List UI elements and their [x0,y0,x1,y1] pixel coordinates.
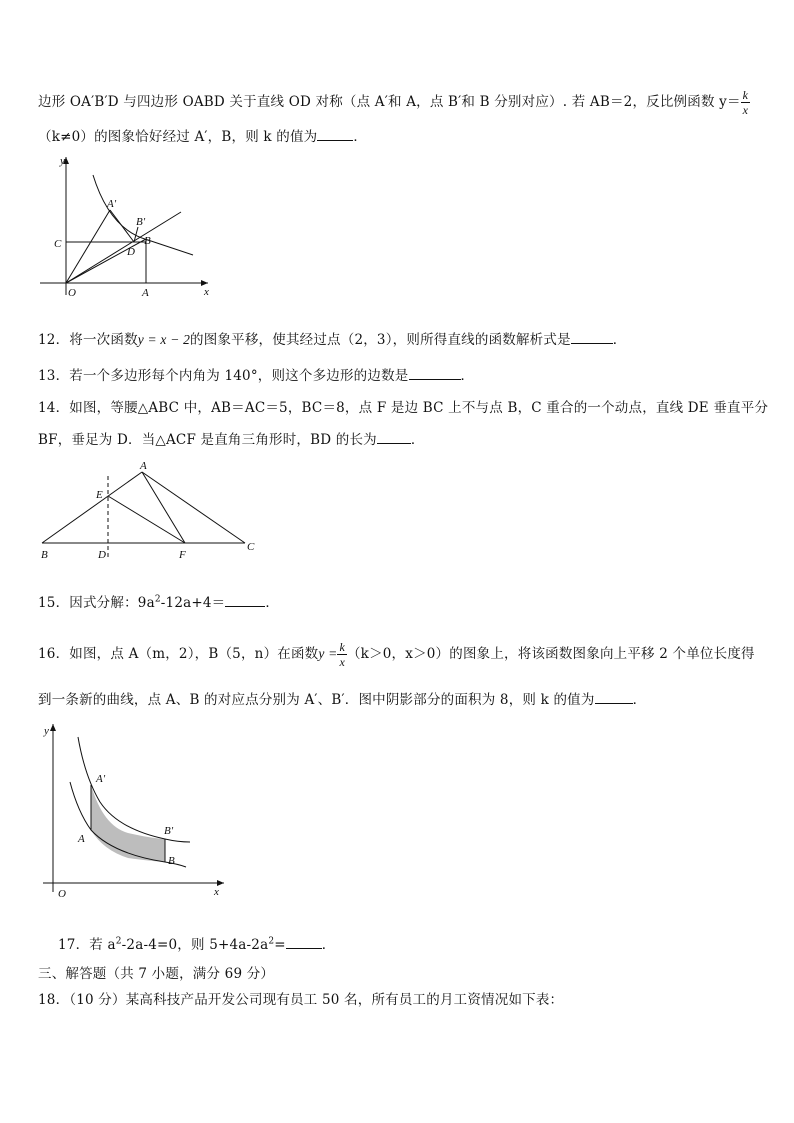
q14-label-d: D [98,549,106,561]
q16-frac-den: x [339,655,345,669]
q14-label-c: C [247,541,255,553]
q15-sup: 2 [154,594,161,605]
q11-line-a1d [110,210,134,242]
q14-label-a: A [140,460,147,472]
q16-label-b: B [168,855,175,867]
q11-label-c: C [54,238,62,250]
q13-line [38,364,474,384]
q11-line1 [38,88,750,117]
q17-sup1: 2 [115,936,122,947]
q11-label-d: D [127,246,135,258]
q14-line1-text: 14．如图，等腰△ABC 中，AB＝AC＝5，BC＝8，点 F 是边 BC 上不与点 B，C 重合的一个动点，直线 DE 垂直平分 [38,400,769,416]
q14-line1 [38,396,768,416]
q11-label-o: O [68,287,76,299]
q18-line [38,988,563,1008]
q11-label-a: A [142,287,149,299]
q14-figure [38,458,268,560]
q14-label-b: B [41,549,48,561]
q11-label-a1: A′ [107,198,117,210]
q11-label-b: B [144,235,151,247]
q18-text: 18．（10 分）某高科技产品开发公司现有员工 50 名，所有员工的月工资情况如下表： [38,992,564,1008]
q15-end: ． [265,595,280,611]
q14-line2-text: BF，垂足为 D．当△ACF 是直角三角形时，BD 的长为 [38,432,377,448]
q11-fraction [741,88,751,117]
q11-frac-num: k [742,88,749,102]
q15-answer-blank[interactable] [225,594,265,607]
q16-line1-text-a: 16．如图，点 A（m，2），B（5，n）在函数 [38,646,319,662]
q15-text-b: -12a+4＝ [160,595,226,611]
q11-line2 [38,125,367,145]
q16-figure [38,722,233,902]
q11-line-od [66,212,181,283]
q16-shaded-region [91,785,165,862]
section3-title: 三、解答题（共 7 小题，满分 69 分） [38,966,275,982]
q17-sup2: 2 [268,936,275,947]
q14-side-ac [142,472,245,543]
q16-line2 [38,688,646,708]
q14-end: ． [410,432,425,448]
q11-end: ． [353,129,368,145]
q12-function: y = x − 2 [137,332,191,347]
q11-line1-text: 边形 OA′B′D 与四边形 OABD 关于直线 OD 对称（点 A′和 A，点 B′和 B 分别对应）. 若 AB＝2，反比例函数 y＝ [38,94,741,110]
q11-line-oa1 [66,210,110,283]
q16-line1 [38,640,755,669]
q12-answer-blank[interactable] [571,331,613,344]
q14-label-f: F [179,549,186,561]
q14-line-af [142,472,185,543]
q13-answer-blank[interactable] [409,367,461,380]
q16-func-y: y = [318,646,338,661]
q14-line-ef [108,496,185,543]
q16-label-a: A [78,833,85,845]
q12-suffix: 的图象平移，使其经过点（2，3），则所得直线的函数解析式是 [190,332,571,348]
q16-fraction [337,640,347,669]
q11-answer-blank[interactable] [317,128,353,141]
q11-line2-text: （k≠0）的图象恰好经过 A′，B，则 k 的值为 [38,129,318,145]
q16-line1-text-b: （k＞0，x＞0）的图象上，将该函数图象向上平移 2 个单位长度得 [346,646,755,662]
q14-label-e: E [96,489,103,501]
q16-label-x: x [214,886,219,898]
q11-label-x: x [204,286,209,298]
q17-text-a: 17．若 a [58,937,116,953]
q11-frac-den: x [742,103,749,117]
q14-answer-blank[interactable] [377,431,411,444]
q16-end: ． [632,692,647,708]
q13-text: 13．若一个多边形每个内角为 140°，则这个多边形的边数是 [38,368,409,384]
section3-heading [38,962,274,982]
q17-text-b: -2a-4=0，则 5+4a-2a [121,937,269,953]
q11-curve [93,175,193,255]
q17-text-c: = [274,937,286,953]
q12-end: ． [612,332,627,348]
q17-answer-blank[interactable] [286,936,322,949]
q11-figure [38,155,218,300]
q16-line2-text: 到一条新的曲线，点 A、B 的对应点分别为 A′、B′．图中阴影部分的面积为 8，则 k 的值为 [38,692,595,708]
q16-answer-blank[interactable] [595,691,633,704]
q15-line [38,591,279,611]
q11-label-b1: B′ [136,216,146,228]
q17-line [58,933,336,953]
q13-end: ． [460,368,475,384]
q12-line [38,328,626,348]
q16-label-b1: B′ [164,825,174,837]
q12-prefix: 12．将一次函数 [38,332,138,348]
q16-label-o: O [58,888,66,900]
q14-line2 [38,428,425,448]
q16-label-a1: A′ [96,773,106,785]
q17-end: ． [321,937,336,953]
q16-y-arrow [50,724,56,731]
q16-label-y: y [44,725,49,737]
q16-frac-num: k [339,640,345,654]
q11-label-y: y [60,155,65,167]
q15-text-a: 15．因式分解：9a [38,595,155,611]
